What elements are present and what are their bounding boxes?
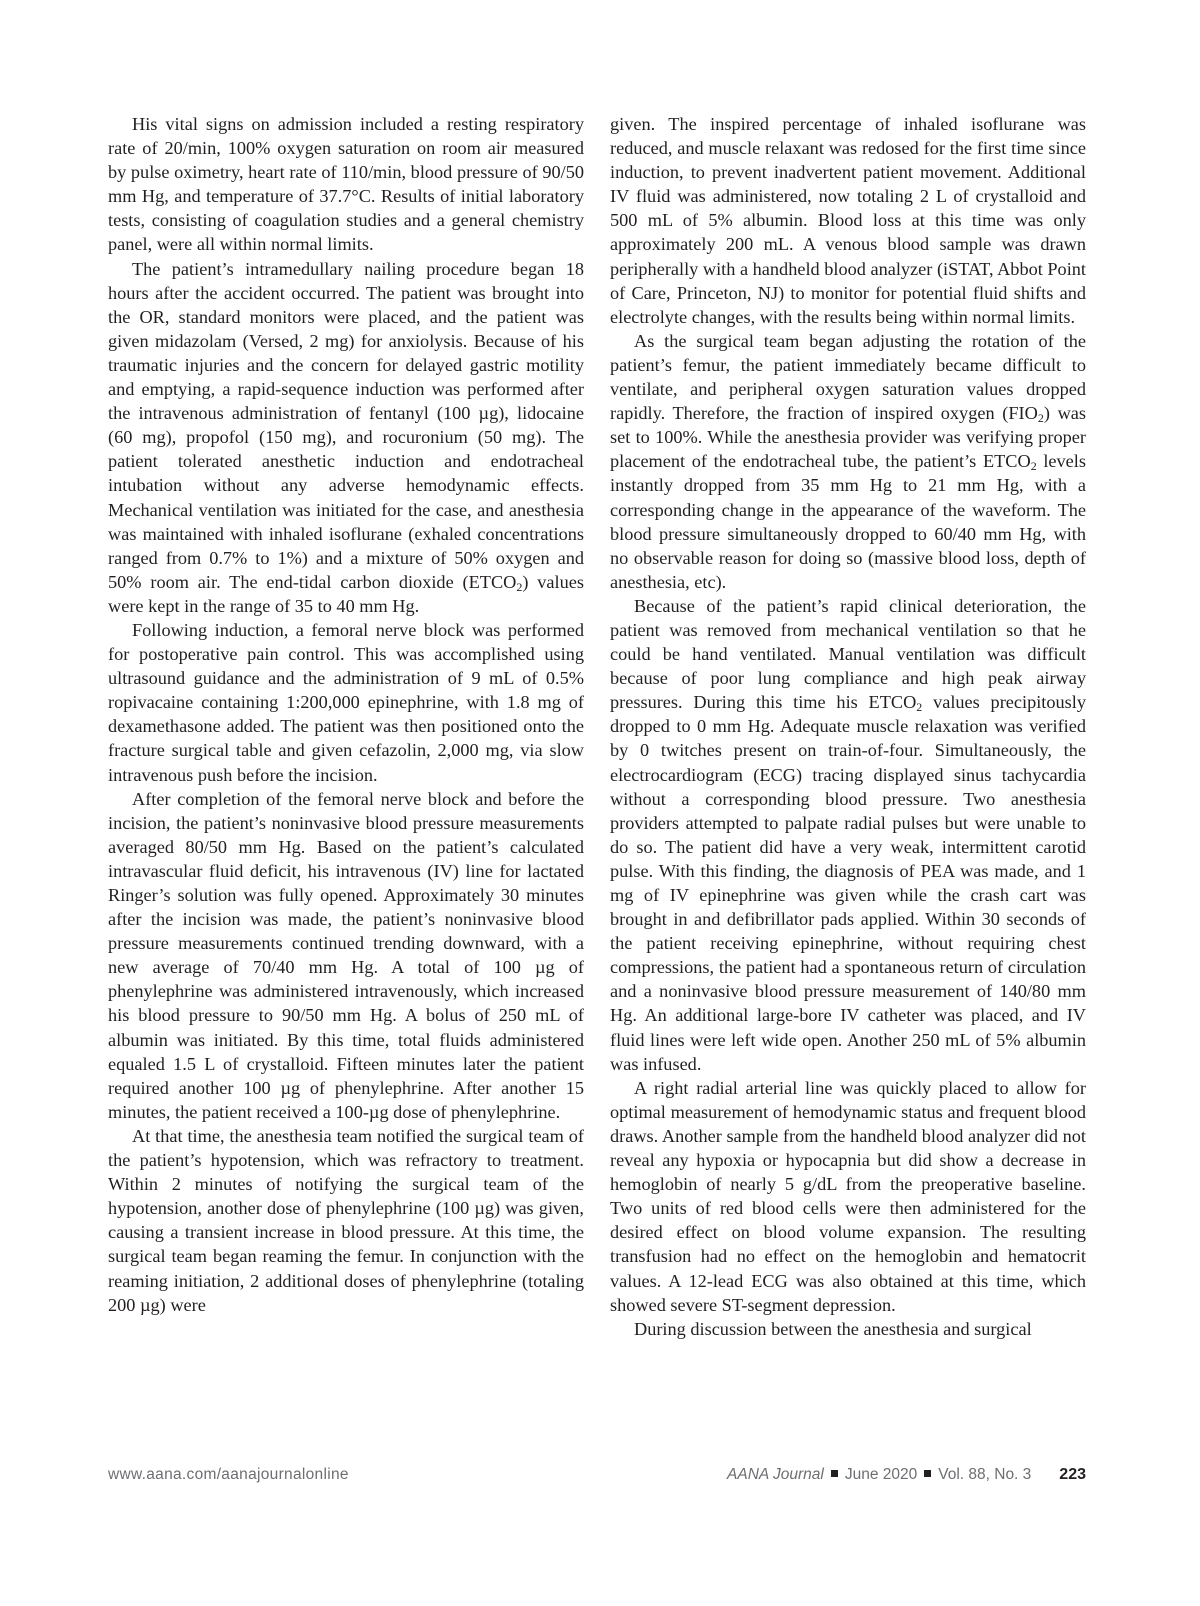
- paragraph-text: levels instantly dropped from 35 mm Hg to 21 mm Hg, with a corresponding change in the appearance of the waveform. The blood pressure simultaneously dropped to 60/40 mm Hg, with no observable reason for doing so (massive blood loss, depth of anesthesia, etc).: [610, 451, 1086, 592]
- paragraph-text: Because of the patient’s rapid clinical deterioration, the patient was removed from mechanical ventilation so that he could be hand ventilated. Manual ventilation was difficult because of poor lung compliance and high peak airway pressures. During this time his ETCO: [610, 595, 1086, 713]
- paragraph: After completion of the femoral nerve block and before the incision, the patient’s noninvasive blood pressure measurements averaged 80/50 mm Hg. Based on the patient’s calculated intravascular fluid deficit, his intravenous (IV) line for lactated Ringer’s solution was fully opened. Approximately 30 minutes after the incision was made, the patient’s noninvasive blood pressure measurements continued trending downward, with a new average of 70/40 mm Hg. A total of 100 µg of phenylephrine was administered intravenously, which increased his blood pressure to 90/50 mm Hg. A bolus of 250 mL of albumin was initiated. By this time, total fluids administered equaled 1.5 L of crystalloid. Fifteen minutes later the patient required another 100 µg of phenylephrine. After another 15 minutes, the patient received a 100-µg dose of phenylephrine.: [108, 788, 584, 1122]
- paragraph: given. The inspired percentage of inhaled isoflurane was reduced, and muscle relaxant was redosed for the first time since induction, to prevent inadvertent patient movement. Additional IV fluid was administered, now totaling 2 L of crystalloid and 500 mL of 5% albumin. Blood loss at this time was only approximately 200 mL. A venous blood sample was drawn peripherally with a handheld blood analyzer (iSTAT, Abbot Point of Care, Princeton, NJ) to monitor for potential fluid shifts and electrolyte changes, with the results being within normal limits.: [610, 114, 1086, 327]
- paragraph: At that time, the anesthesia team notified the surgical team of the patient’s hypotension, which was refractory to treatment. Within 2 minutes of notifying the surgical team of the hypotension, another dose of phenylephrine (100 µg) was given, causing a transient increase in blood pressure. At this time, the surgical team began reaming the femur. In conjunction with the reaming initiation, 2 additional doses of phenylephrine (totaling 200 µg) were: [108, 1125, 584, 1315]
- paragraph: Following induction, a femoral nerve block was performed for postoperative pain control. This was accomplished using ultrasound guidance and the administration of 9 mL of 0.5% ropivacaine containing 1:200,000 epinephrine, with 1.8 mg of dexamethasone added. The patient was then positioned onto the fracture surgical table and given cefazolin, 2,000 mg, via slow intravenous push before the incision.: [108, 619, 584, 785]
- volume-issue: Vol. 88, No. 3: [938, 1466, 1032, 1483]
- subscript: 2: [916, 700, 923, 715]
- paragraph: A right radial arterial line was quickly placed to allow for optimal measurement of hemodynamic status and frequent blood draws. Another sample from the handheld blood analyzer did not reveal any hypoxia or hypocapnia but did show a decrease in hemoglobin of nearly 5 g/dL from the preoperative baseline. Two units of red blood cells were then administered for the desired effect on blood volume expansion. The resulting transfusion had no effect on the hemoglobin and hematocrit values. A 12-lead ECG was also obtained at this time, which showed severe ST-segment depression.: [610, 1077, 1086, 1315]
- paragraph-text: ) values were kept in the range of 35 to 40 mm Hg.: [108, 571, 584, 616]
- paragraph-text: The patient’s intramedullary nailing procedure began 18 hours after the accident occurred. The patient was brought into the OR, standard monitors were placed, and the patient was given midazolam (Versed, 2 mg) for anxiolysis. Because of his traumatic injuries and the concern for delayed gastric motility and emptying, a rapid-sequence induction was performed after the intravenous administration of fentanyl (100 µg), lidocaine (60 mg), propofol (150 mg), and rocuronium (50 mg). The patient tolerated anesthetic induction and endotracheal intubation without any adverse hemodynamic effects. Mechanical ventilation was initiated for the case, and anesthesia was maintained with inhaled isoflurane (exhaled concentrations ranged from 0.7% to 1%) and a mixture of 50% oxygen and 50% room air. The end-tidal carbon dioxide (ETCO: [108, 258, 584, 592]
- subscript: 2: [1030, 459, 1037, 474]
- journal-citation: [727, 1466, 1086, 1484]
- issue-date: June 2020: [844, 1466, 918, 1483]
- right-column: [610, 112, 1086, 1341]
- paragraph: During discussion between the anesthesia and surgical: [634, 1318, 1032, 1339]
- journal-name: AANA Journal: [727, 1466, 824, 1483]
- subscript: 2: [516, 579, 523, 594]
- square-bullet-icon: [924, 1470, 931, 1477]
- paragraph: His vital signs on admission included a resting respiratory rate of 20/min, 100% oxygen saturation on room air measured by pulse oximetry, heart rate of 110/min, blood pressure of 90/50 mm Hg, and temperature of 37.7°C. Results of initial laboratory tests, consisting of coagulation studies and a general chemistry panel, were all within normal limits.: [108, 114, 584, 255]
- paragraph: [610, 329, 1086, 594]
- paragraph-text: values precipitously dropped to 0 mm Hg. Adequate muscle relaxation was verified by 0 twitches present on train-of-four. Simultaneously, the electrocardiogram (ECG) tracing displayed sinus tachycardia without a corresponding blood pressure. Two anesthesia providers attempted to palpate radial pulses but were unable to do so. The patient did have a very weak, intermittent carotid pulse. With this finding, the diagnosis of PEA was made, and 1 mg of IV epinephrine was given while the crash cart was brought in and defibrillator pads applied. Within 30 seconds of the patient receiving epinephrine, without requiring chest compressions, the patient had a spontaneous return of circulation and a noninvasive blood pressure measurement of 140/80 mm Hg. An additional large-bore IV catheter was placed, and IV fluid lines were left wide open. Another 250 mL of 5% albumin was infused.: [610, 692, 1086, 1074]
- paragraph: [610, 594, 1086, 1076]
- paragraph-text: ) was set to 100%. While the anesthesia provider was verifying proper placement of the endotracheal tube, the patient’s ETCO: [610, 403, 1086, 472]
- subscript: 2: [1037, 411, 1044, 426]
- paragraph: [108, 257, 584, 618]
- journal-url-link[interactable]: www.aana.com/aanajournalonline: [108, 1466, 349, 1483]
- left-column: [108, 112, 584, 1317]
- paragraph-text: As the surgical team began adjusting the rotation of the patient’s femur, the patient immediately became difficult to ventilate, and peripheral oxygen saturation values dropped rapidly. Therefore, the fraction of inspired oxygen (FIO: [610, 330, 1086, 424]
- square-bullet-icon: [831, 1470, 838, 1477]
- page-number: 223: [1059, 1466, 1086, 1483]
